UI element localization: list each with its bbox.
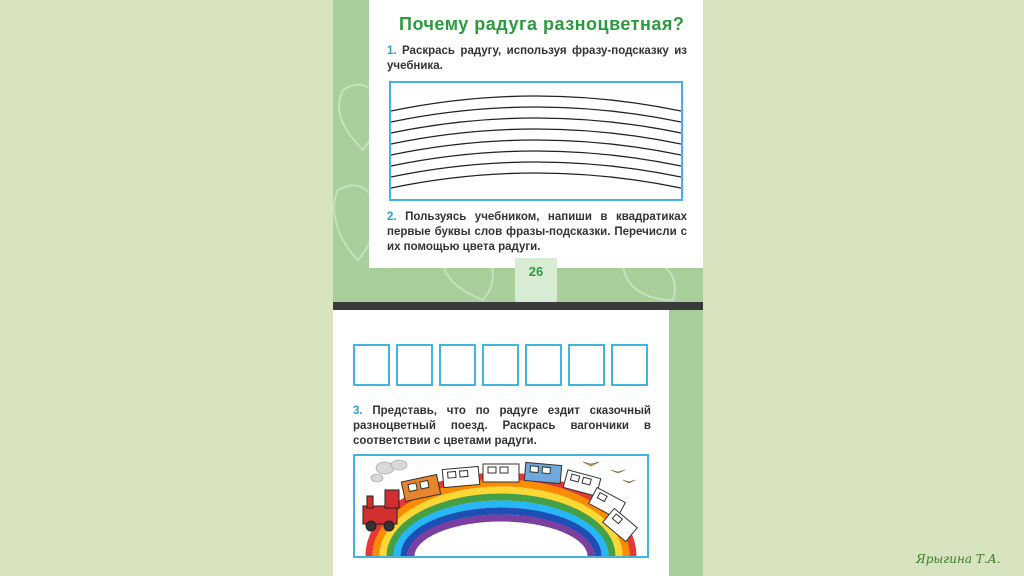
task-3 <box>353 404 651 449</box>
task-2-number: 2. <box>387 211 397 223</box>
letter-box[interactable] <box>611 344 648 386</box>
task-1 <box>387 44 687 74</box>
top-worksheet-panel <box>369 0 703 268</box>
rainbow-train-illustration[interactable] <box>353 454 649 558</box>
rainbow-outline-arcs <box>391 83 681 199</box>
task-3-text: Представь, что по радуге ездит сказочный разноцветный поезд. Раскрась вагончики в соответствии с цветами радуги. <box>353 405 651 447</box>
wagon-3 <box>483 464 519 482</box>
top-page <box>333 0 703 302</box>
letter-box[interactable] <box>439 344 476 386</box>
author-signature: Ярыгина Т.А. <box>916 552 1001 566</box>
task-2 <box>387 210 687 255</box>
rainbow-coloring-area[interactable] <box>389 81 683 201</box>
bottom-page <box>333 310 703 576</box>
task-2-text: Пользуясь учебником, напиши в квадратиках первые буквы слов фразы-подсказки. Перечисли с их помощью цвета радуги. <box>387 211 687 253</box>
page-divider <box>333 302 703 310</box>
letter-box[interactable] <box>568 344 605 386</box>
letter-box[interactable] <box>396 344 433 386</box>
worksheet-title: Почему радуга разноцветная? <box>399 14 685 34</box>
wagon-2 <box>442 466 479 487</box>
wagon-4 <box>524 462 561 483</box>
steam-smoke <box>371 460 407 482</box>
task-1-number: 1. <box>387 45 397 57</box>
page-number: 26 <box>528 264 544 279</box>
page-edge-strip <box>669 310 703 576</box>
task-1-text: Раскрась радугу, используя фразу-подсказку из учебника. <box>387 45 687 72</box>
letter-box[interactable] <box>525 344 562 386</box>
task-3-number: 3. <box>353 405 363 417</box>
letter-box[interactable] <box>353 344 390 386</box>
rainbow-train-drawing <box>355 456 647 556</box>
letter-box[interactable] <box>482 344 519 386</box>
page-number-tab <box>515 258 557 302</box>
